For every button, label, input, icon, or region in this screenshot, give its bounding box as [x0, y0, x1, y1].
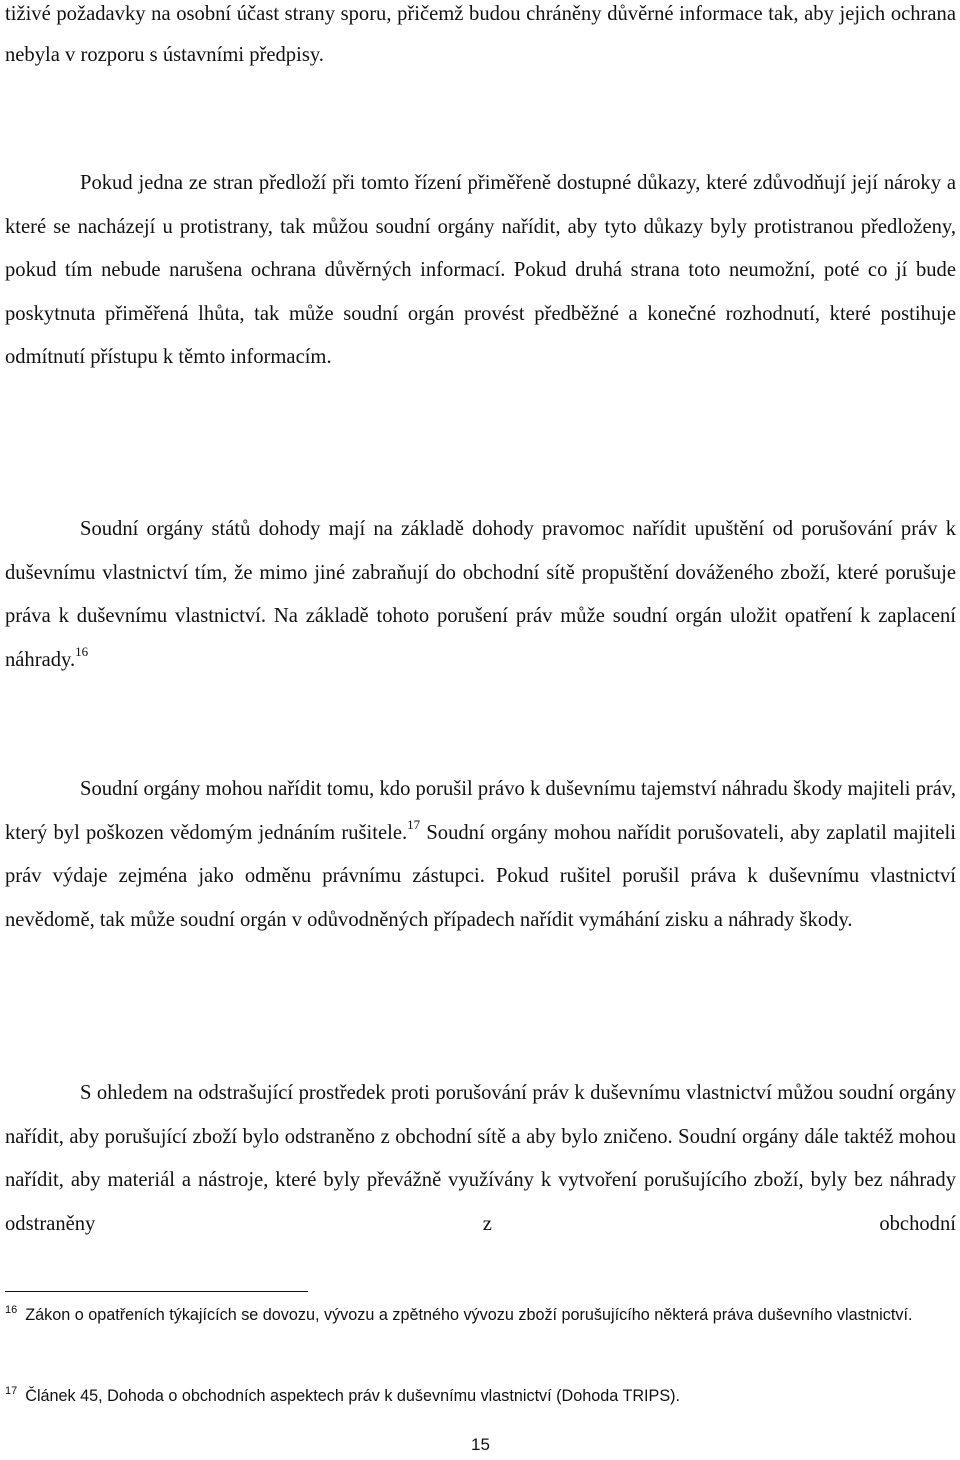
page-number: 15 — [471, 1435, 490, 1454]
footnote-number: 17 — [5, 1385, 18, 1397]
paragraph-deterrent: S ohledem na odstrašující prostředek proti porušování práv k duševnímu vlastnictví můžou soudní orgány nařídit, aby porušující zboží bylo odstraněno z obchodní sítě a aby bylo zničeno. Soudní orgány dále taktéž mohou nařídit, aby materiál a nástroje, které byly převážně využívány k vytvoření porušujícího zboží, byly bez náhrady odstraněny z obchodní — [5, 1082, 956, 1235]
paragraph-text: Soudní orgány států dohody mají na základě dohody pravomoc nařídit upuštění od porušování práv k duševnímu vlastnictví tím, že mimo jiné zabraňují do obchodní sítě propuštění dováženého zboží, které porušuje práva k duševnímu vlastnictví. Na základě tohoto porušení práv může soudní orgán uložit opatření k zaplacení náhrady. — [5, 518, 956, 671]
footnote-16 — [5, 1301, 956, 1330]
paragraph-court-orders — [5, 508, 956, 682]
footnote-reference-17[interactable]: 17 — [407, 816, 421, 832]
paragraph-evidence: Pokud jedna ze stran předloží při tomto řízení přiměřeně dostupné důkazy, které zdůvodňují její nároky a které se nacházejí u protistrany, tak můžou soudní orgány nařídit, aby tyto důkazy byly protistranou předloženy, pokud tím nebude narušena ochrana důvěrných informací. Pokud druhá strana toto neumožní, poté co jí bude poskytnuta přiměřená lhůta, tak může soudní orgán provést předběžné a konečné rozhodnutí, které postihuje odmítnutí přístupu k těmto informacím. — [5, 172, 956, 368]
footnote-text: Článek 45, Dohoda o obchodních aspektech práv k duševnímu vlastnictví (Dohoda TRIPS). — [25, 1387, 681, 1405]
footnote-number: 16 — [5, 1304, 18, 1316]
footnote-reference-16[interactable]: 16 — [75, 643, 89, 659]
paragraph-text-before: Soudní orgány mohou nařídit tomu, kdo porušil právo k duševnímu tajemství náhradu škody majiteli práv, který byl poškozen vědomým jednáním rušitele. — [5, 778, 956, 844]
document-page — [5, 0, 956, 1460]
footnote-17 — [5, 1382, 956, 1411]
paragraph-damages — [5, 768, 956, 942]
footnote-separator — [5, 1291, 308, 1292]
paragraph-continuation: tiživé požadavky na osobní účast strany sporu, přičemž budou chráněny důvěrné informace tak, aby jejich ochrana nebyla v rozporu s ústavními předpisy. — [5, 3, 956, 66]
paragraph-text-after: Soudní orgány mohou nařídit porušovateli, aby zaplatil majiteli práv výdaje zejména jako odměnu právnímu zástupci. Pokud rušitel porušil práva k duševnímu vlastnictví nevědomě, tak může soudní orgán v odůvodněných případech nařídit vymáhání zisku a náhrady škody. — [5, 821, 956, 931]
footnote-text: Zákon o opatřeních týkajících se dovozu, vývozu a zpětného vývozu zboží porušujícího některá práva duševního vlastnictví. — [25, 1306, 913, 1324]
